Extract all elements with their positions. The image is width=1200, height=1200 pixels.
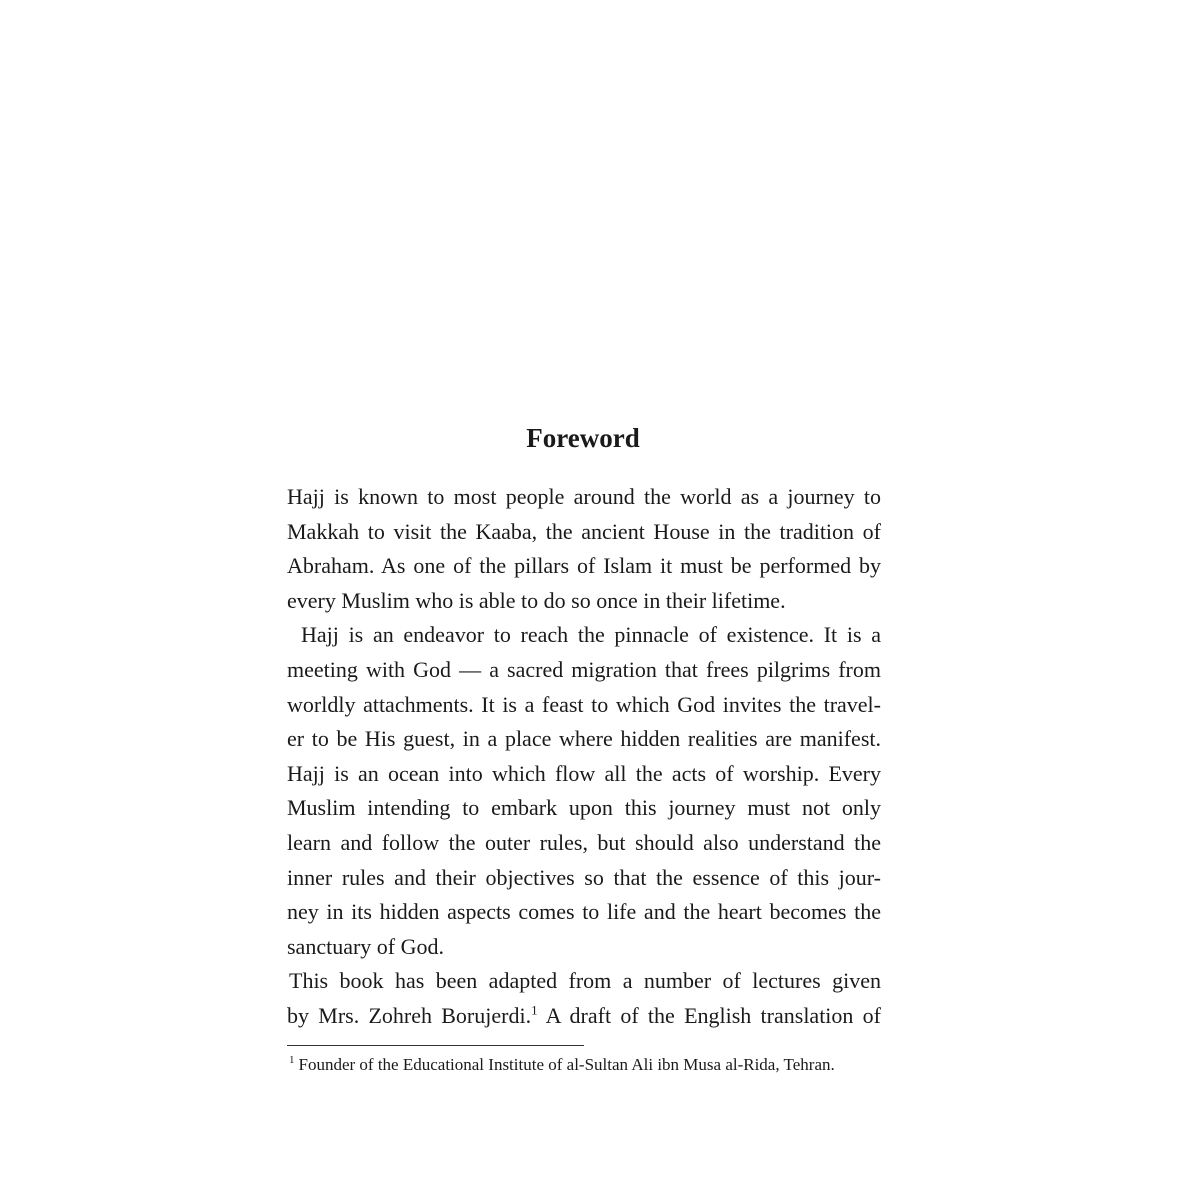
text-line: Hajj is an endeavor to reach the pinnacle of existence. It is a [301,622,881,648]
text-line: inner rules and their objectives so that the essence of this jour- [287,864,881,890]
text-line: er to be His guest, in a place where hidden realities are manifest. [287,726,881,752]
footnote-marker: 1 [289,1054,295,1067]
text-line: worldly attachments. It is a feast to which God invites the travel- [287,691,881,717]
foreword-body [287,480,881,1034]
text-line: learn and follow the outer rules, but should also understand the [287,829,881,855]
text-line-with-footnote [287,999,881,1034]
text-line: sanctuary of God. [287,933,445,959]
page-title: Foreword [526,423,640,453]
text-line: This book has been adapted from a number of lectures given [289,968,881,994]
text-line: Hajj is known to most people around the world as a journey to [287,484,881,509]
text-segment: A draft of the English translation of [537,1002,882,1028]
text-line: Muslim intending to embark upon this journey must not only [287,795,881,821]
text-line: meeting with God — a sacred migration that frees pilgrims from [287,656,881,682]
text-line: every Muslim who is able to do so once in their lifetime. [287,587,786,613]
footnote-text: Founder of the Educational Institute of al-Sultan Ali ibn Musa al-Rida, Tehran. [298,1055,835,1074]
text-line: Abraham. As one of the pillars of Islam it must be performed by [287,553,881,579]
text-line: ney in its hidden aspects comes to life and the heart becomes the [287,899,881,925]
text-line: Makkah to visit the Kaaba, the ancient House in the tradition of [287,518,881,544]
footnote-divider [287,1045,584,1046]
text-line: Hajj is an ocean into which flow all the acts of worship. Every [287,760,881,786]
text-segment: by Mrs. Zohreh Borujerdi. [287,1002,532,1028]
footnote [289,1052,835,1078]
footnote-reference[interactable]: 1 [531,1002,538,1018]
